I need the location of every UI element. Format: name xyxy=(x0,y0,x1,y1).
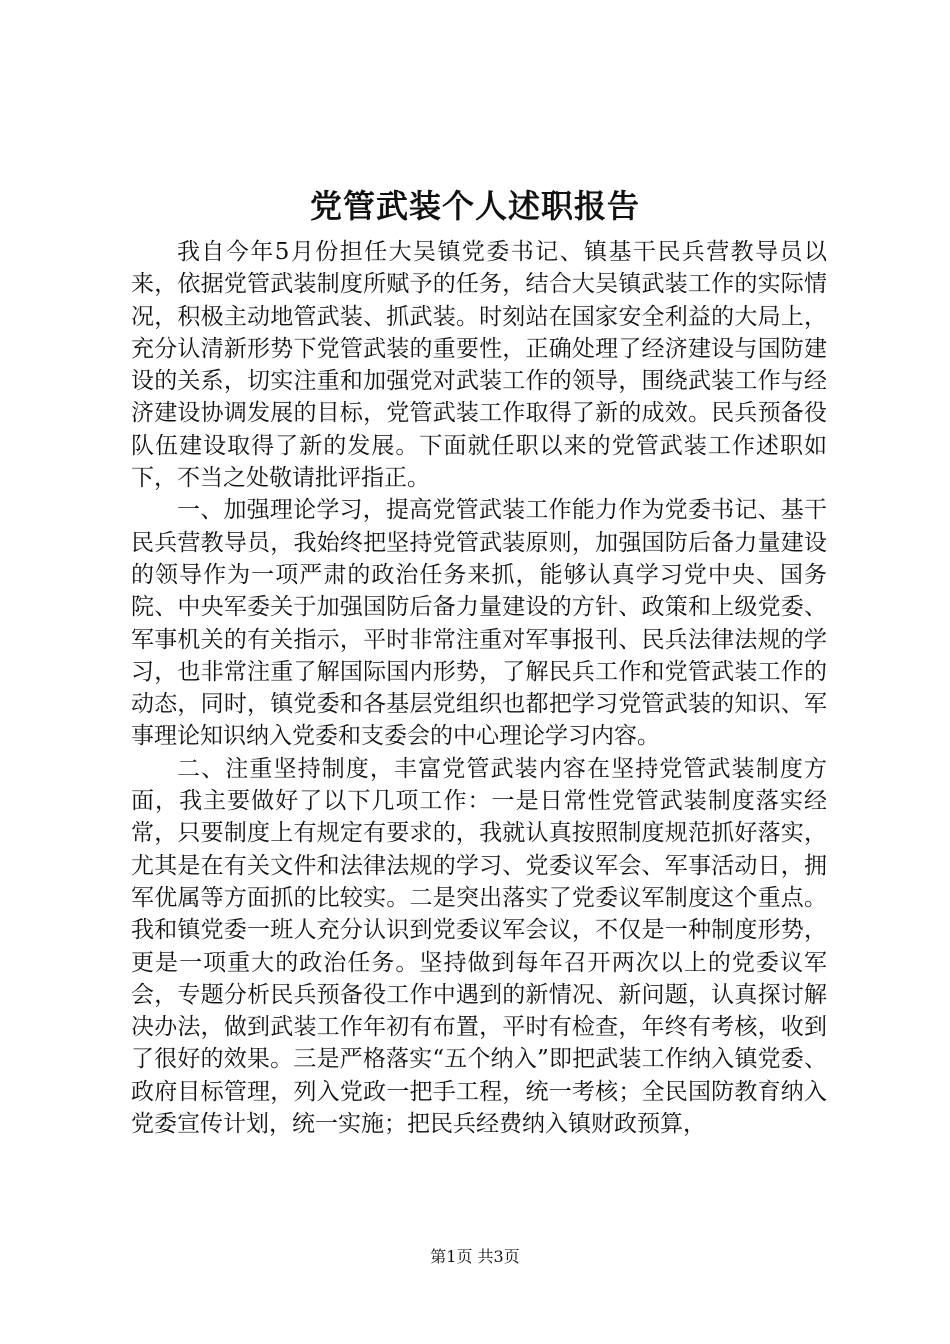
page-number-footer: 第1页 共3页 xyxy=(430,1247,520,1266)
document-title: 党管武装个人述职报告 xyxy=(309,187,640,225)
document-body xyxy=(131,236,827,1140)
paragraph-intro: 我自今年5月份担任大吴镇党委书记、镇基干民兵营教导员以来，依据党管武装制度所赋予的任务，结合大吴镇武装工作的实际情况，积极主动地管武装、抓武装。时刻站在国家安全利益的大局上，充分认清新形势下党管武装的重要性，正确处理了经济建设与国防建设的关系，切实注重和加强党对武装工作的领导，围绕武装工作与经济建设协调发展的目标，党管武装工作取得了新的成效。民兵预备役队伍建设取得了新的发展。下面就任职以来的党管武装工作述职如下，不当之处敬请批评指正。 xyxy=(131,239,827,492)
paragraph-system-adherence: 二、注重坚持制度，丰富党管武装内容在坚持党管武装制度方面，我主要做好了以下几项工作：一是日常性党管武装制度落实经常，只要制度上有规定有要求的，我就认真按照制度规范抓好落实，尤其是在有关文件和法律法规的学习、党委议军会、军事活动日，拥军优属等方面抓的比较实。二是突出落实了党委议军制度这个重点。我和镇党委一班人充分认识到党委议军会议，不仅是一种制度形势，更是一项重大的政治任务。坚持做到每年召开两次以上的党委议军会，专题分析民兵预备役工作中遇到的新情况、新问题，认真探讨解决办法，做到武装工作年初有布置，平时有检查，年终有考核，收到了很好的效果。三是严格落实“五个纳入”即把武装工作纳入镇党委、政府目标管理，列入党政一把手工程，统一考核；全民国防教育纳入党委宣传计划，统一实施；把民兵经费纳入镇财政预算， xyxy=(131,755,827,1138)
paragraph-theory-study: 一、加强理论学习，提高党管武装工作能力作为党委书记、基干民兵营教导员，我始终把坚持党管武装原则，加强国防后备力量建设的领导作为一项严肃的政治任务来抓，能够认真学习党中央、国务院、中央军委关于加强国防后备力量建设的方针、政策和上级党委、军事机关的有关指示，平时非常注重对军事报刊、民兵法律法规的学习，也非常注重了解国际国内形势，了解民兵工作和党管武装工作的动态，同时，镇党委和各基层党组织也都把学习党管武装的知识、军事理论知识纳入党委和支委会的中心理论学习内容。 xyxy=(131,497,827,750)
